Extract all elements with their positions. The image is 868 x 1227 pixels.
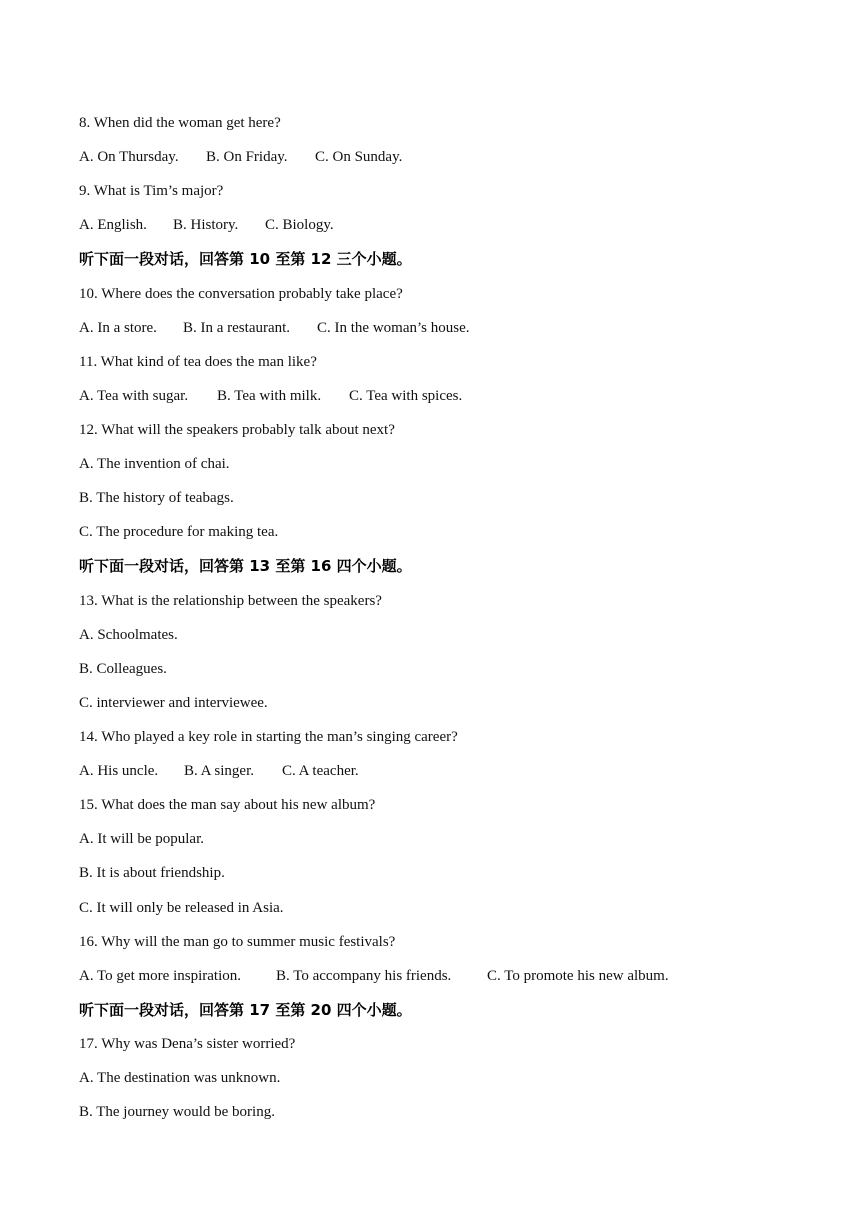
question-14-prompt: 14. Who played a key role in starting the man’s singing career?	[79, 729, 458, 745]
question-8-options	[79, 148, 403, 166]
question-13-prompt: 13. What is the relationship between the speakers?	[79, 593, 382, 609]
option-b: B. To accompany his friends.	[276, 968, 452, 984]
question-13-option-c: C. interviewer and interviewee.	[79, 695, 268, 711]
question-15-option-b: B. It is about friendship.	[79, 865, 225, 881]
option-a: A. English.	[79, 217, 147, 233]
option-c: C. To promote his new album.	[487, 968, 669, 984]
question-16-options	[79, 967, 669, 985]
option-c: C. A teacher.	[282, 763, 359, 779]
section-heading-13-16: 听下面一段对话，回答第 13 至第 16 四个小题。	[79, 557, 412, 575]
question-12-prompt: 12. What will the speakers probably talk about next?	[79, 422, 395, 438]
question-15-prompt: 15. What does the man say about his new album?	[79, 797, 376, 813]
option-b: B. On Friday.	[206, 149, 288, 165]
option-b: B. A singer.	[184, 763, 255, 779]
question-15-option-a: A. It will be popular.	[79, 831, 204, 847]
question-10-prompt: 10. Where does the conversation probably take place?	[79, 286, 403, 302]
option-a: A. In a store.	[79, 320, 157, 336]
question-12-option-b: B. The history of teabags.	[79, 490, 234, 506]
section-heading-10-12: 听下面一段对话，回答第 10 至第 12 三个小题。	[79, 250, 412, 268]
question-14-options	[79, 762, 359, 780]
question-13-option-b: B. Colleagues.	[79, 661, 167, 677]
option-b: B. History.	[173, 217, 239, 233]
question-8-prompt: 8. When did the woman get here?	[79, 115, 281, 131]
question-12-option-a: A. The invention of chai.	[79, 456, 230, 472]
option-a: A. On Thursday.	[79, 149, 179, 165]
option-c: C. Tea with spices.	[349, 388, 463, 404]
question-9-prompt: 9. What is Tim’s major?	[79, 183, 224, 199]
question-11-prompt: 11. What kind of tea does the man like?	[79, 354, 317, 370]
question-16-prompt: 16. Why will the man go to summer music festivals?	[79, 934, 396, 950]
option-b: B. Tea with milk.	[217, 388, 322, 404]
question-15-option-c: C. It will only be released in Asia.	[79, 900, 284, 916]
question-10-options	[79, 319, 470, 337]
section-heading-17-20: 听下面一段对话，回答第 17 至第 20 四个小题。	[79, 1001, 412, 1019]
option-a: A. His uncle.	[79, 763, 159, 779]
question-13-option-a: A. Schoolmates.	[79, 627, 178, 643]
question-17-prompt: 17. Why was Dena’s sister worried?	[79, 1036, 296, 1052]
question-11-options	[79, 387, 463, 405]
option-c: C. In the woman’s house.	[317, 320, 470, 336]
option-c: C. Biology.	[265, 217, 334, 233]
option-a: A. To get more inspiration.	[79, 968, 241, 984]
question-12-option-c: C. The procedure for making tea.	[79, 524, 279, 540]
option-c: C. On Sunday.	[315, 149, 403, 165]
option-a: A. Tea with sugar.	[79, 388, 189, 404]
option-b: B. In a restaurant.	[183, 320, 291, 336]
question-17-option-a: A. The destination was unknown.	[79, 1070, 281, 1086]
question-17-option-b: B. The journey would be boring.	[79, 1104, 275, 1120]
question-9-options	[79, 216, 334, 234]
